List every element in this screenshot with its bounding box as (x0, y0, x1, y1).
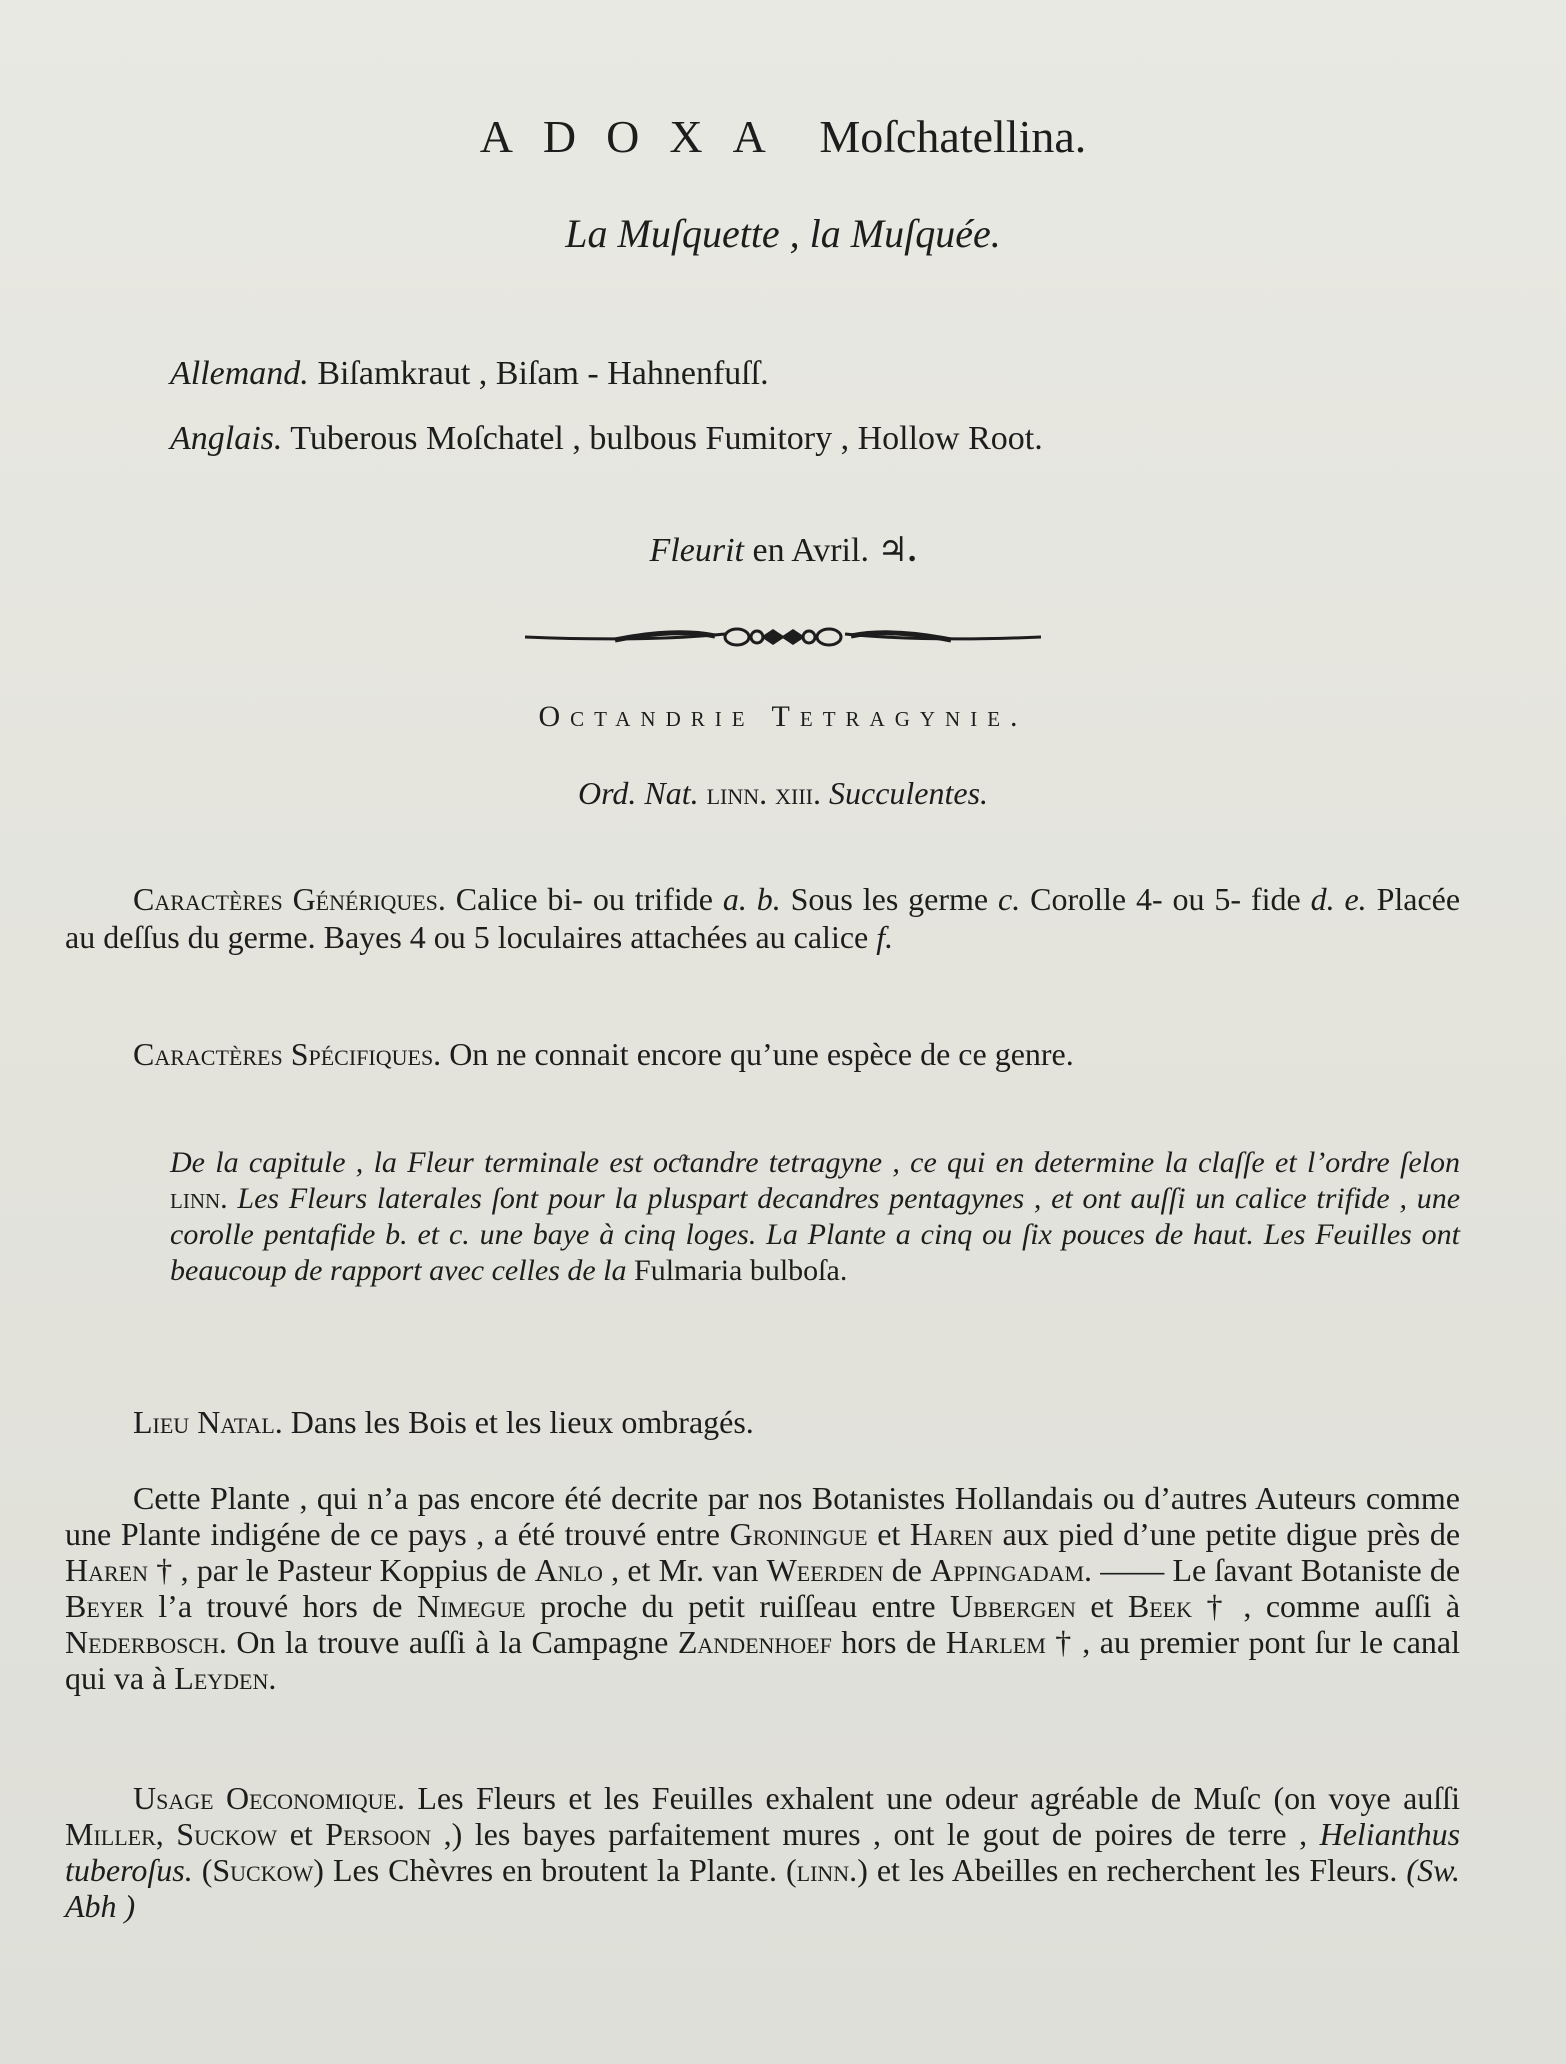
usage-text: ( (201, 1852, 213, 1888)
habitat-text: Dans les Bois et les lieux ombragés. (290, 1404, 754, 1440)
generic-text: Sous les germe (790, 881, 989, 917)
flowering-text: en Avril. (752, 532, 869, 569)
natural-order-line (0, 775, 1566, 812)
place-name: Zandenhoef (677, 1624, 832, 1660)
usage-text: ) Les Chèvres en broutent la Plante. ( (313, 1852, 797, 1888)
german-names-line (170, 355, 769, 393)
place-name: Anlo (534, 1552, 603, 1588)
habitat-label: Lieu Natal. (133, 1404, 283, 1440)
place-name: Haren (65, 1552, 148, 1588)
locality-text: Cette Plante , qui n’a pas encore été decrite par nos Botanistes Hollandais ou d’autres Auteurs comme une Plante indigéne de ce pays , a été trouvé entre (65, 1480, 1460, 1552)
page-title (0, 110, 1566, 163)
linnaean-class: Octandrie Tetragynie. (538, 700, 1028, 733)
place-name: Ubbergen (950, 1588, 1076, 1624)
locality-text: et (877, 1516, 901, 1552)
locality-text: , et Mr. van (611, 1552, 759, 1588)
ornamental-divider (525, 620, 1041, 654)
author-name: linn. (796, 1852, 858, 1888)
note-text: Les Fleurs laterales ſont pour la pluspart decandres pentagynes , et ont auſſi un calice trifide , une corolle pentafide b. et c. une baye à cinq loges. La Plante a cinq ou ſix pouces de haut. Les Feuilles ont beaucoup de rapport avec celles de la (170, 1182, 1461, 1287)
usage-text: et (289, 1816, 313, 1852)
place-name: Harlem (945, 1624, 1046, 1660)
place-name: Haren (909, 1516, 993, 1552)
usage-label: Usage Oeconomique. (133, 1780, 405, 1816)
french-common-name: La Muſquette , la Muſquée. (565, 211, 1001, 256)
figure-ref: f. (876, 919, 894, 955)
plant-name: Fulmaria bulboſa. (634, 1254, 848, 1287)
locality-text: † , par le Pasteur Koppius de (156, 1552, 527, 1588)
figure-ref: c. (998, 881, 1021, 917)
locality-text: proche du petit ruiſſeau entre (540, 1588, 936, 1624)
usage-text: Les Fleurs et les Feuilles exhalent une odeur agréable de Muſc (on voye auſſi (417, 1780, 1461, 1816)
genus-name: ADOXA (479, 111, 796, 162)
flowering-label: Fleurit (649, 532, 744, 569)
locality-paragraph (65, 1480, 1460, 1696)
order-prefix: Ord. Nat. (577, 775, 699, 811)
english-label: Anglais. (170, 420, 283, 457)
person-name: Beyer (65, 1588, 144, 1624)
place-name: Leyden. (174, 1660, 277, 1696)
author-name: Suckow (176, 1816, 278, 1852)
order-linn: linn. xiii. (706, 775, 821, 811)
author-name: Persoon (325, 1816, 432, 1852)
german-label: Allemand. (170, 355, 309, 392)
locality-text: —— Le ſavant Botaniste de (1100, 1552, 1461, 1588)
place-name: Appingadam. (930, 1552, 1093, 1588)
generic-text: Placée au deſſus du germe. Bayes 4 ou 5 loculaires attachées au calice (65, 881, 1461, 955)
generic-characters-label: Caractères Génériques. (133, 881, 446, 917)
locality-text: † , au premier pont ſur le canal qui va à (65, 1624, 1461, 1696)
locality-text: l’a trouvé hors de (158, 1588, 403, 1624)
place-name: Nimegue (416, 1588, 526, 1624)
specific-characters-paragraph (65, 1035, 1460, 1073)
locality-text: de (891, 1552, 922, 1588)
flowering-line (0, 530, 1566, 570)
latin-plant-name: Helianthus tuberoſus. (65, 1816, 1461, 1888)
habitat-paragraph (65, 1403, 1460, 1441)
usage-paragraph (65, 1780, 1460, 1924)
usage-text: ,) les bayes parfaitement mures , ont le gout de poires de terre , (443, 1816, 1308, 1852)
place-name: Beek (1127, 1588, 1192, 1624)
english-names: Tuberous Moſchatel , bulbous Fumitory , Hollow Root. (290, 420, 1043, 457)
note-text: De la capitule , la Fleur terminale est oƈtandre tetragyne , ce qui en determine la claſſe et l’ordre ſelon (170, 1146, 1460, 1179)
english-names-line (170, 420, 1043, 458)
linn-ref: linn. (170, 1182, 228, 1215)
german-names: Biſamkraut , Biſam - Hahnenfuſſ. (317, 355, 769, 392)
person-name: Weerden (766, 1552, 884, 1588)
perennial-symbol: ♃. (877, 532, 917, 569)
author-name: Miller (65, 1816, 156, 1852)
locality-text: † , comme auſſi à (1206, 1588, 1461, 1624)
generic-characters-paragraph (65, 880, 1460, 956)
place-name: Nederbosch. (65, 1624, 227, 1660)
source-reference: (Sw. Abh ) (65, 1852, 1461, 1924)
species-name: Moſchatellina. (819, 111, 1087, 162)
specific-characters-label: Caractères Spécifiques. (133, 1036, 442, 1072)
figure-ref: d. e. (1310, 881, 1367, 917)
figure-ref: a. b. (722, 881, 781, 917)
usage-text: ) et les Abeilles en recherchent les Fleurs. (857, 1852, 1398, 1888)
locality-text: et (1090, 1588, 1114, 1624)
generic-text: Calice bi- ou trifide (455, 881, 713, 917)
usage-text: , (155, 1816, 164, 1852)
specific-text: On ne connait encore qu’une espèce de ce genre. (449, 1036, 1074, 1072)
order-name: Succulentes. (828, 775, 989, 811)
author-name: Suckow (212, 1852, 314, 1888)
locality-text: aux pied d’une petite digue près de (1002, 1516, 1461, 1552)
descriptive-note-paragraph (170, 1145, 1460, 1289)
locality-text: On la trouve auſſi à la Campagne (236, 1624, 669, 1660)
locality-text: hors de (841, 1624, 937, 1660)
generic-text: Corolle 4- ou 5- fide (1030, 881, 1301, 917)
place-name: Groningue (729, 1516, 868, 1552)
